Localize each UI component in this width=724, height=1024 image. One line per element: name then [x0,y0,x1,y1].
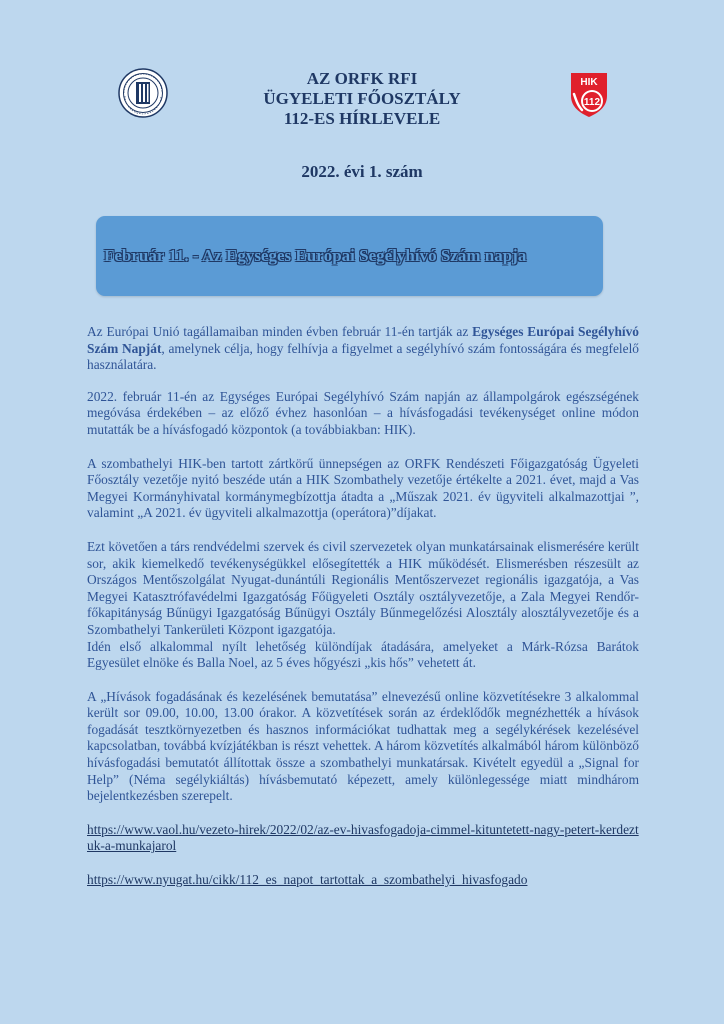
orfk-emblem-logo [118,68,168,118]
header-line-2: ÜGYELETI FŐOSZTÁLY [263,89,461,108]
paragraph-6: A „Hívások fogadásának és kezelésének bemutatása” elnevezésű online közvetítésekre 3 alkalommal került sor 09.00, 10.00, 13.00 órakor. A közvetítések során az érdeklődők megnézhették a hívások fogadását tesztkörnyezetben és hasznos információkat tudhattak meg a segélykérések kezelésével kapcsolatban, továbbá kvízjátékban is részt vehettek. A három közvetítés alkalmából három különböző hívásfogadási bemutatót állítottak össze a szombathelyi munkatársak. Kivételt egyedül a „Signal for Help” (Néma segélykiáltás) hívásbemutató képezett, amely különlegessége miatt mindhárom bejelentkezésben szerepelt. [87,688,639,804]
link-nyugat[interactable]: https://www.nyugat.hu/cikk/112_es_napot_tartottak_a_szombathelyi_hivasfogado [87,872,528,888]
banner-title: Február 11. - Az Egységes Európai Segélyhívó Szám napja [104,246,527,265]
link-vaol[interactable]: https://www.vaol.hu/vezeto-hirek/2022/02/az-ev-hivasfogadoja-cimmel-kituntetett-nagy-petert-kerdeztuk-a-munkajarol [87,821,639,854]
paragraph-2: 2022. február 11-én az Egységes Európai Segélyhívó Szám napján az állampolgárok egészségének megóvása érdekében – az előző évhez hasonlóan – a hívásfogadási tevékenységet online módon mutatták be a hívásfogadó központok (a továbbiakban: HIK). [87,388,639,437]
newsletter-header [180,69,544,129]
paragraph-5: Idén első alkalommal nyílt lehetőség különdíjak átadására, amelyeket a Márk-Rózsa Barátok Egyesület elnöke és Balla Noel, az 5 éves hőgyészi „kis hős” vehetett át. [87,638,639,671]
paragraph-1-rest: , amelynek célja, hogy felhívja a figyelmet a segélyhívó szám fontosságára és megfelelő használatára. [87,340,639,373]
header-line-1: AZ ORFK RFI [306,69,418,88]
hik-badge-text: HIK [580,77,598,88]
article-body [87,324,639,889]
title-banner [96,216,603,296]
paragraph-4: Ezt követően a társ rendvédelmi szervek és civil szervezetek olyan munkatársainak elismerésére került sor, akik kiemelkedő tevékenységükkel elősegítették a HIK működését. Elismerésben részesült az Országos Mentőszolgálat Nyugat-dunántúli Regionális Mentőszervezet regionális igazgatója, a Vas Megyei Katasztrófavédelmi Igazgatóság Főügyeleti Osztály osztályvezetője, a Zala Megyei Rendőr-főkapitányság Bűnügyi Igazgatóság Bűnügyi Osztály Bűnmegelőzési Alosztály alosztályvezetője és a Szombathelyi Tankerületi Központ igazgatója. [87,538,639,637]
paragraph-1-intro: Az Európai Unió tagállamaiban minden évben február 11-én tartják az [87,324,473,339]
header-line-3: 112-ES HÍRLEVELE [283,109,441,128]
paragraph-3: A szombathelyi HIK-ben tartott zártkörű ünnepségen az ORFK Rendészeti Főigazgatóság Ügyeleti Főosztály vezetője nyitó beszéde után a HIK Szombathely vezetője értékelte a 2021. évet, majd a Vas Megyei Kormányhivatal kormánymegbízottja átadta a „Műszak 2021. év ügyviteli alkalmazottjai ”, valamint „A 2021. év ügyviteli alkalmazottja (operátora)”díjakat. [87,455,639,521]
hik-number-text: 112 [583,97,601,108]
issue-number: 2022. évi 1. szám [301,162,423,181]
paragraph-1-highlight: Egységes Európai Segélyhívó Szám Napját [87,324,640,356]
paragraph-1 [87,324,639,374]
hik-112-logo [565,70,613,118]
